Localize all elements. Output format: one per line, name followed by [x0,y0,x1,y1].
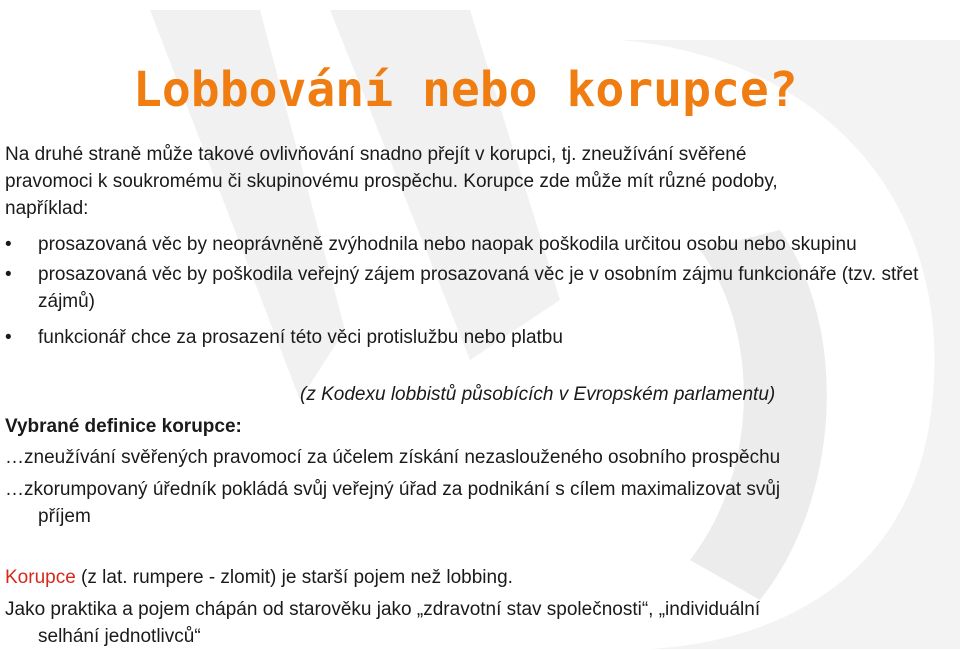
antiquity-paragraph [5,596,925,650]
definition-text-continuation: příjem [38,506,91,527]
slide-title: Lobbování nebo korupce? [133,62,798,118]
intro-paragraph: Na druhé straně může takové ovlivňování snadno přejít v korupci, tj. zneužívání svěřené pravomoci k soukromému či skupinovému prospěchu. Korupce zde může mít různé podoby, například: [5,144,778,219]
definitions-heading: Vybrané definice korupce: [5,416,242,437]
corruption-forms-list [0,231,940,351]
list-item [0,261,940,315]
highlighted-term: Korupce [5,567,76,588]
list-item-text: prosazovaná věc by neoprávněně zvýhodnila nebo naopak poškodila určitou osobu nebo skupinu [38,234,857,255]
list-item [0,231,940,258]
definition-text: …zneužívání svěřených pravomocí za účelem získání nezaslouženého osobního prospěchu [5,447,781,468]
list-item-text: prosazovaná věc by poškodila veřejný zájem prosazovaná věc je v osobním zájmu funkcionáře (tzv. střet zájmů) [38,264,919,312]
bullet-icon: • [5,234,12,255]
definition-item [5,444,935,471]
source-citation: (z Kodexu lobbistů působících v Evropském parlamentu) [300,384,776,405]
definition-text: …zkorumpovaný úředník pokládá svůj veřejný úřad za podnikání s cílem maximalizovat svůj [5,479,781,500]
definition-item [5,476,935,530]
antiquity-text-continuation: selhání jednotlivců“ [38,626,201,647]
antiquity-text: Jako praktika a pojem chápán od starověku jako „zdravotní stav společnosti“, „individuální [5,599,761,620]
bullet-icon: • [5,327,12,348]
bullet-icon: • [5,264,12,285]
list-item [0,324,940,351]
etymology-line [5,564,513,591]
list-item-text: funkcionář chce za prosazení této věci protislužbu nebo platbu [38,327,563,348]
etymology-text: (z lat. rumpere - zlomit) je starší pojem než lobbing. [75,567,513,588]
